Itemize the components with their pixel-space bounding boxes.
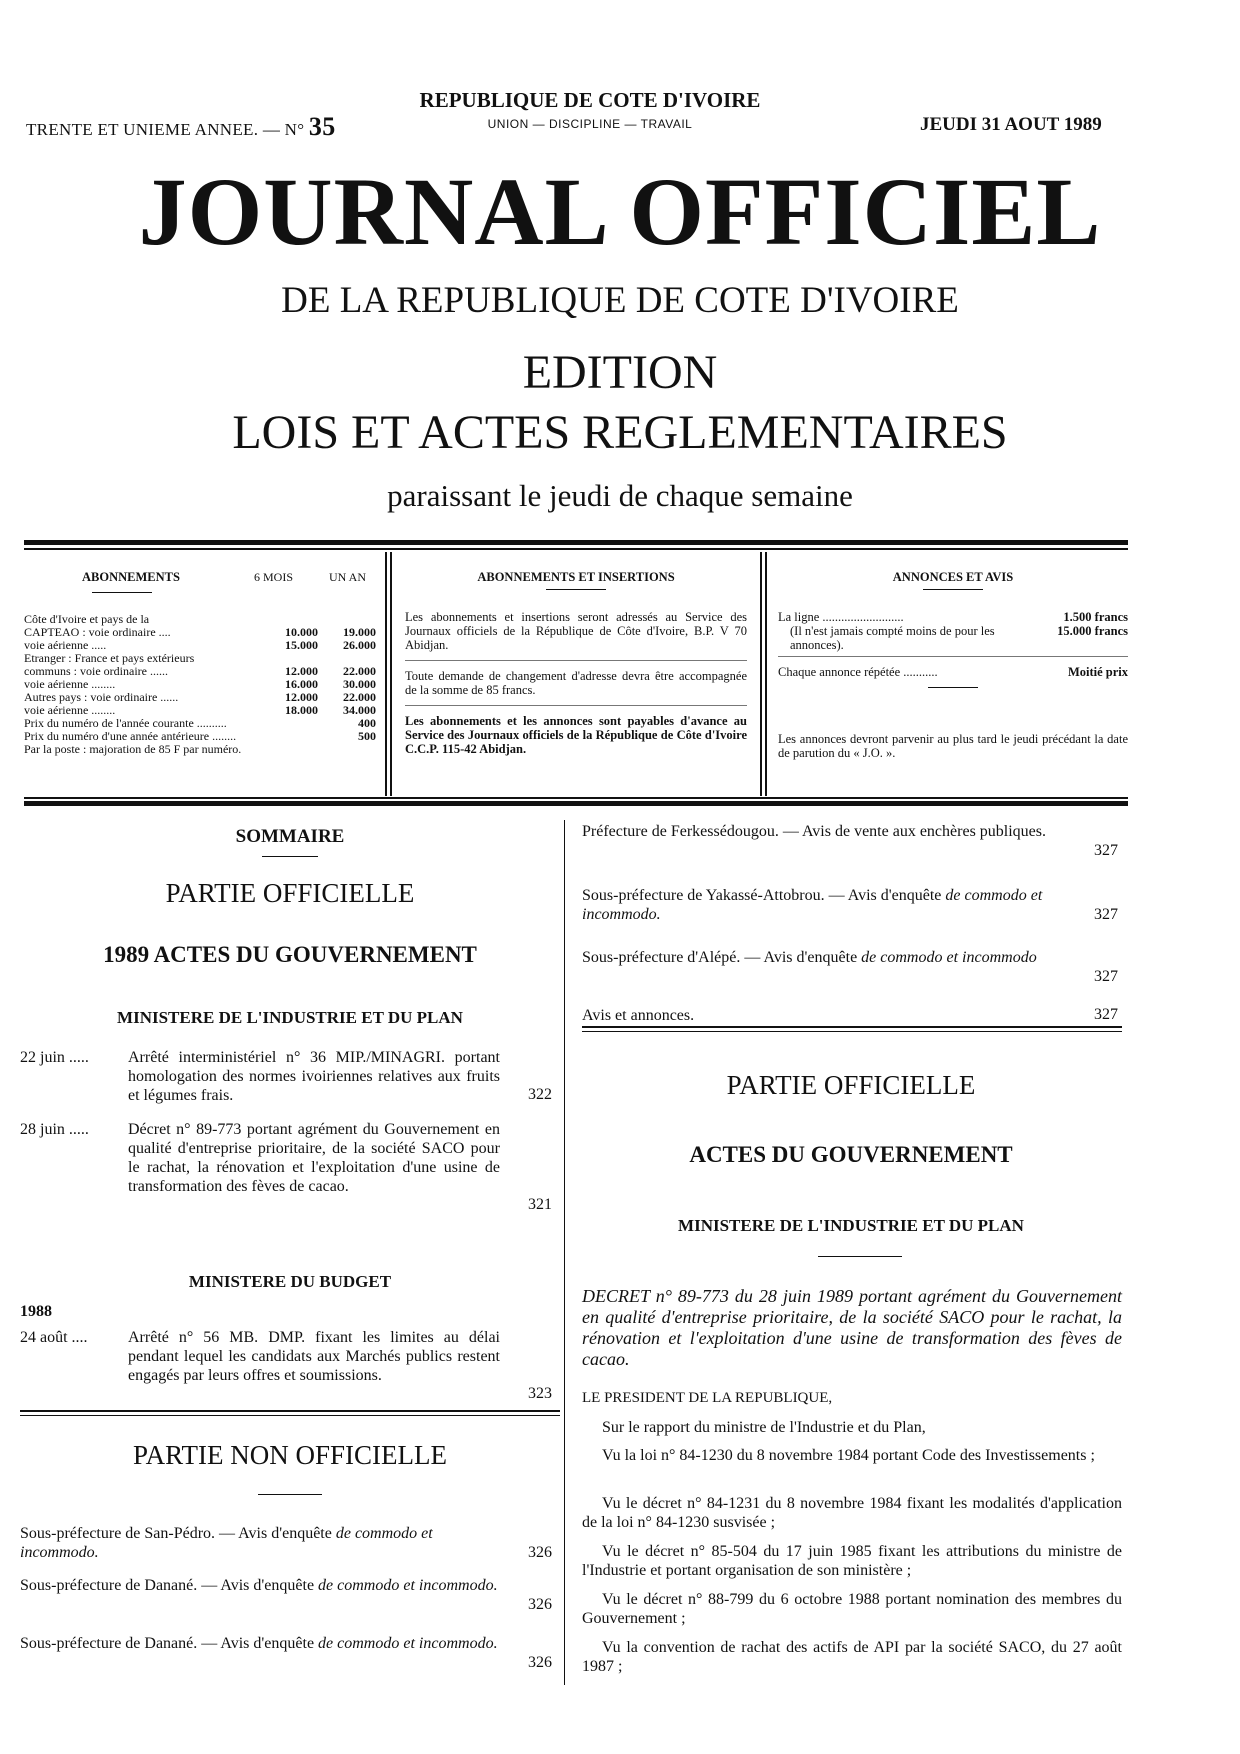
sommaire-rule xyxy=(262,856,318,857)
visa-paragraph: Vu le décret n° 84-1231 du 8 novembre 1984 fixant les modalités d'application de la loi n° 84-1230 susvisée ; xyxy=(582,1495,1122,1531)
ministere-underline xyxy=(818,1256,902,1257)
entry-date: 28 juin ..... xyxy=(20,1121,89,1138)
nf-item-lead: Sous-préfecture de Danané. — Avis d'enquête xyxy=(20,1577,315,1594)
rate-label: voie aérienne ..... xyxy=(24,638,107,652)
sommaire-end-rule-1 xyxy=(582,1026,1122,1028)
rate-6mois xyxy=(260,730,318,743)
non-officielle-item xyxy=(20,1524,500,1562)
rate-label: communs : voie ordinaire ...... xyxy=(24,664,168,678)
ligne-minimum: 15.000 francs xyxy=(1057,624,1128,638)
issue-number: 35 xyxy=(308,112,336,141)
top-thick-rule xyxy=(24,540,1128,545)
sommaire-end-rule-2 xyxy=(582,1031,1122,1032)
journal-subtitle: DE LA REPUBLIQUE DE COTE D'IVOIRE xyxy=(281,280,959,321)
nf-item-avis: Avis d'enquête xyxy=(238,1525,332,1542)
rate-6mois: 10.000 xyxy=(285,625,318,639)
insertions-divider-2 xyxy=(405,705,747,706)
ministere-industrie-right: MINISTERE DE L'INDUSTRIE ET DU PLAN xyxy=(678,1216,1024,1235)
republic-block xyxy=(400,88,780,131)
visa-paragraph: Vu le décret n° 85-504 du 17 juin 1985 fixant les attributions du ministre de l'Industrie et portant organisation de son ministère ; xyxy=(582,1543,1122,1579)
journal-title: JOURNAL OFFICIEL xyxy=(138,158,1102,265)
non-officielle-item xyxy=(20,1634,500,1653)
issue-date: JEUDI 31 AOUT 1989 xyxy=(920,114,1102,135)
partie-non-officielle: PARTIE NON OFFICIELLE xyxy=(133,1440,447,1470)
partie-officielle-right: PARTIE OFFICIELLE xyxy=(726,1070,976,1100)
box-separator-1a xyxy=(385,552,387,796)
entry-page: 326 xyxy=(528,1596,552,1613)
visa-paragraph: Vu la convention de rachat des actifs de API par la société SACO, du 27 août 1987 ; xyxy=(582,1639,1122,1675)
partie-non-officielle-rule-2 xyxy=(20,1415,560,1416)
rate-un-an: 500 xyxy=(358,729,376,743)
annonces-divider-1 xyxy=(778,656,1128,657)
column-divider xyxy=(564,820,565,1685)
visa-paragraph: Vu le décret n° 88-799 du 6 octobre 1988 portant nomination des membres du Gouvernement ; xyxy=(582,1591,1122,1627)
annonce-item: Avis et annonces. xyxy=(582,1007,695,1024)
rate-6mois: 12.000 xyxy=(285,690,318,704)
entry-date: 22 juin ..... xyxy=(20,1049,89,1066)
annonce-page: 327 xyxy=(1094,842,1118,859)
annonce-commodo: de commodo et incommodo. xyxy=(582,887,1043,923)
top-thin-rule xyxy=(24,548,1128,550)
ligne-note: (Il n'est jamais compté moins de pour les annonces). xyxy=(790,624,995,652)
annonce-lead: Sous-préfecture de Yakassé-Attobrou. — Avis d'enquête xyxy=(582,887,942,904)
visa-paragraph: Vu la loi n° 84-1230 du 8 novembre 1984 portant Code des Investissements ; xyxy=(602,1447,1095,1464)
rate-label: Autres pays : voie ordinaire ...... xyxy=(24,690,179,704)
rate-label: Etranger : France et pays extérieurs xyxy=(24,651,195,665)
entry-page: 326 xyxy=(528,1544,552,1561)
non-officielle-item xyxy=(20,1576,500,1595)
annonce-page: 327 xyxy=(1094,968,1118,985)
ligne-label: La ligne .......................... xyxy=(778,610,904,624)
year-1988: 1988 xyxy=(20,1303,52,1320)
entry-date: 24 août .... xyxy=(20,1329,88,1346)
col-un-an: UN AN xyxy=(329,570,367,584)
insertions-divider-1 xyxy=(405,660,747,661)
rate-label: voie aérienne ........ xyxy=(24,703,116,717)
annonces-box xyxy=(778,570,1128,760)
nf-item-commodo: de commodo et incommodo. xyxy=(318,1577,498,1594)
entry-text: Arrêté n° 56 MB. DMP. fixant les limites au délai pendant lequel les candidats aux Marchés publics restent engagés par leurs offres et soumissions. xyxy=(128,1329,500,1384)
rate-un-an xyxy=(318,743,376,756)
insertions-address: Les abonnements et insertions seront adressés au Service des Journaux officiels de la République de Côte d'Ivoire, B.P. V 70 Abidjan. xyxy=(405,610,747,652)
nf-item-lead: Sous-préfecture de Danané. — Avis d'enquête xyxy=(20,1635,315,1652)
col-6mois: 6 MOIS xyxy=(254,570,294,584)
rate-label: CAPTEAO : voie ordinaire .... xyxy=(24,625,171,639)
nf-item-lead: Sous-préfecture de San-Pédro. — xyxy=(20,1525,236,1542)
repetee-price: Moitié prix xyxy=(1067,665,1128,679)
actes-gouvernement-right: ACTES DU GOUVERNEMENT xyxy=(689,1142,1013,1167)
entry-page: 323 xyxy=(528,1385,552,1402)
rate-6mois xyxy=(260,743,318,756)
partie-non-officielle-underline xyxy=(258,1494,322,1495)
rate-un-an: 400 xyxy=(358,716,376,730)
rate-un-an: 22.000 xyxy=(343,690,376,704)
president-line: LE PRESIDENT DE LA REPUBLIQUE, xyxy=(582,1390,833,1406)
subscriptions-heading-rule xyxy=(92,592,152,593)
entry-text: Décret n° 89-773 portant agrément du Gouvernement en qualité d'entreprise prioritaire, de la société SACO pour le rachat, la rénovation et l'exploitation d'une usine de transformation des fèves de cacao. xyxy=(128,1121,500,1195)
annonces-heading: ANNONCES ET AVIS xyxy=(892,570,1014,584)
annonce-page: 327 xyxy=(1094,1006,1118,1023)
insertions-payment: Les abonnements et les annonces sont payables d'avance au Service des Journaux officiels de la République de Côte d'Ivoire C.C.P. 115-42 Abidjan. xyxy=(405,714,747,756)
ministere-budget: MINISTERE DU BUDGET xyxy=(188,1272,392,1291)
decret-title: DECRET n° 89-773 du 28 juin 1989 portant agrément du Gouvernement en qualité d'entreprise prioritaire, de la société SACO pour le rachat, la rénovation et l'exploitation d'une usine de transformation des fèves de cacao. xyxy=(582,1286,1122,1369)
entry-page: 326 xyxy=(528,1654,552,1671)
visa-paragraph: Sur le rapport du ministre de l'Industrie et du Plan, xyxy=(602,1419,926,1436)
edition-label: EDITION xyxy=(522,346,718,399)
rate-label: Prix du numéro de l'année courante .......... xyxy=(24,716,227,730)
annonce-item xyxy=(582,948,1070,967)
publication-frequency: paraissant le jeudi de chaque semaine xyxy=(387,478,853,513)
rate-6mois: 18.000 xyxy=(285,703,318,717)
rate-row xyxy=(24,743,376,756)
republic-motto: UNION — DISCIPLINE — TRAVAIL xyxy=(487,117,693,131)
rate-un-an: 26.000 xyxy=(343,638,376,652)
annonce-item xyxy=(582,886,1070,924)
subscriptions-box xyxy=(24,570,376,756)
entry-text: Arrêté interministériel n° 36 MIP./MINAGRI. portant homologation des normes ivoiriennes relatives aux fruits et légumes frais. xyxy=(128,1049,500,1104)
annonce-page: 327 xyxy=(1094,906,1118,923)
rate-un-an: 19.000 xyxy=(343,625,376,639)
entry-page: 321 xyxy=(528,1196,552,1213)
insertions-heading: ABONNEMENTS ET INSERTIONS xyxy=(477,570,675,584)
rate-un-an: 34.000 xyxy=(343,703,376,717)
annonces-heading-rule xyxy=(923,589,983,590)
rate-label: voie aérienne ........ xyxy=(24,677,116,691)
box-separator-1b xyxy=(390,552,392,796)
annonce-commodo: de commodo et incommodo xyxy=(861,949,1037,966)
insertions-box xyxy=(405,570,747,756)
rate-un-an: 22.000 xyxy=(343,664,376,678)
repetee-label: Chaque annonce répétée ........... xyxy=(778,665,938,679)
partie-officielle-left: PARTIE OFFICIELLE xyxy=(165,878,415,908)
rate-6mois: 16.000 xyxy=(285,677,318,691)
insertions-change-address: Toute demande de changement d'adresse devra être accompagnée de la somme de 85 francs. xyxy=(405,669,747,697)
subscriptions-heading: ABONNEMENTS xyxy=(82,570,180,584)
rate-un-an: 30.000 xyxy=(343,677,376,691)
nf-item-commodo: de commodo et incommodo. xyxy=(20,1525,433,1561)
annonce-lead: Sous-préfecture d'Alépé. — Avis d'enquête xyxy=(582,949,858,966)
box-separator-2b xyxy=(765,552,767,796)
ministere-industrie-left: MINISTERE DE L'INDUSTRIE ET DU PLAN xyxy=(117,1008,463,1027)
partie-non-officielle-rule-1 xyxy=(20,1410,560,1412)
issue-label: TRENTE ET UNIEME ANNEE. — N° xyxy=(26,120,305,139)
annonce-item: Préfecture de Ferkessédougou. — Avis de vente aux enchères publiques. xyxy=(582,823,1047,840)
insertions-heading-rule xyxy=(546,589,606,590)
actes-gouvernement-left: 1989 ACTES DU GOUVERNEMENT xyxy=(103,942,477,967)
rate-label: Côte d'Ivoire et pays de la xyxy=(24,612,150,626)
rate-6mois: 12.000 xyxy=(285,664,318,678)
sommaire-heading: SOMMAIRE xyxy=(235,826,345,847)
bottom-thin-rule xyxy=(24,797,1128,799)
issue-line xyxy=(26,112,336,142)
rates-table xyxy=(24,613,376,756)
annonces-divider-2 xyxy=(928,687,978,688)
rate-label: Prix du numéro d'une année antérieure ........ xyxy=(24,729,237,743)
rate-6mois xyxy=(260,717,318,730)
bottom-thick-rule xyxy=(24,801,1128,806)
edition-name: LOIS ET ACTES REGLEMENTAIRES xyxy=(232,406,1008,459)
republic-name: REPUBLIQUE DE COTE D'IVOIRE xyxy=(419,88,761,112)
rate-6mois: 15.000 xyxy=(285,638,318,652)
rate-label: Par la poste : majoration de 85 F par numéro. xyxy=(24,742,242,756)
box-separator-2a xyxy=(760,552,762,796)
nf-item-commodo: de commodo et incommodo. xyxy=(318,1635,498,1652)
entry-page: 322 xyxy=(528,1086,552,1103)
annonces-deadline: Les annonces devront parvenir au plus tard le jeudi précédant la date de parution du « J.O. ». xyxy=(778,732,1128,760)
ligne-price: 1.500 francs xyxy=(1063,610,1128,624)
